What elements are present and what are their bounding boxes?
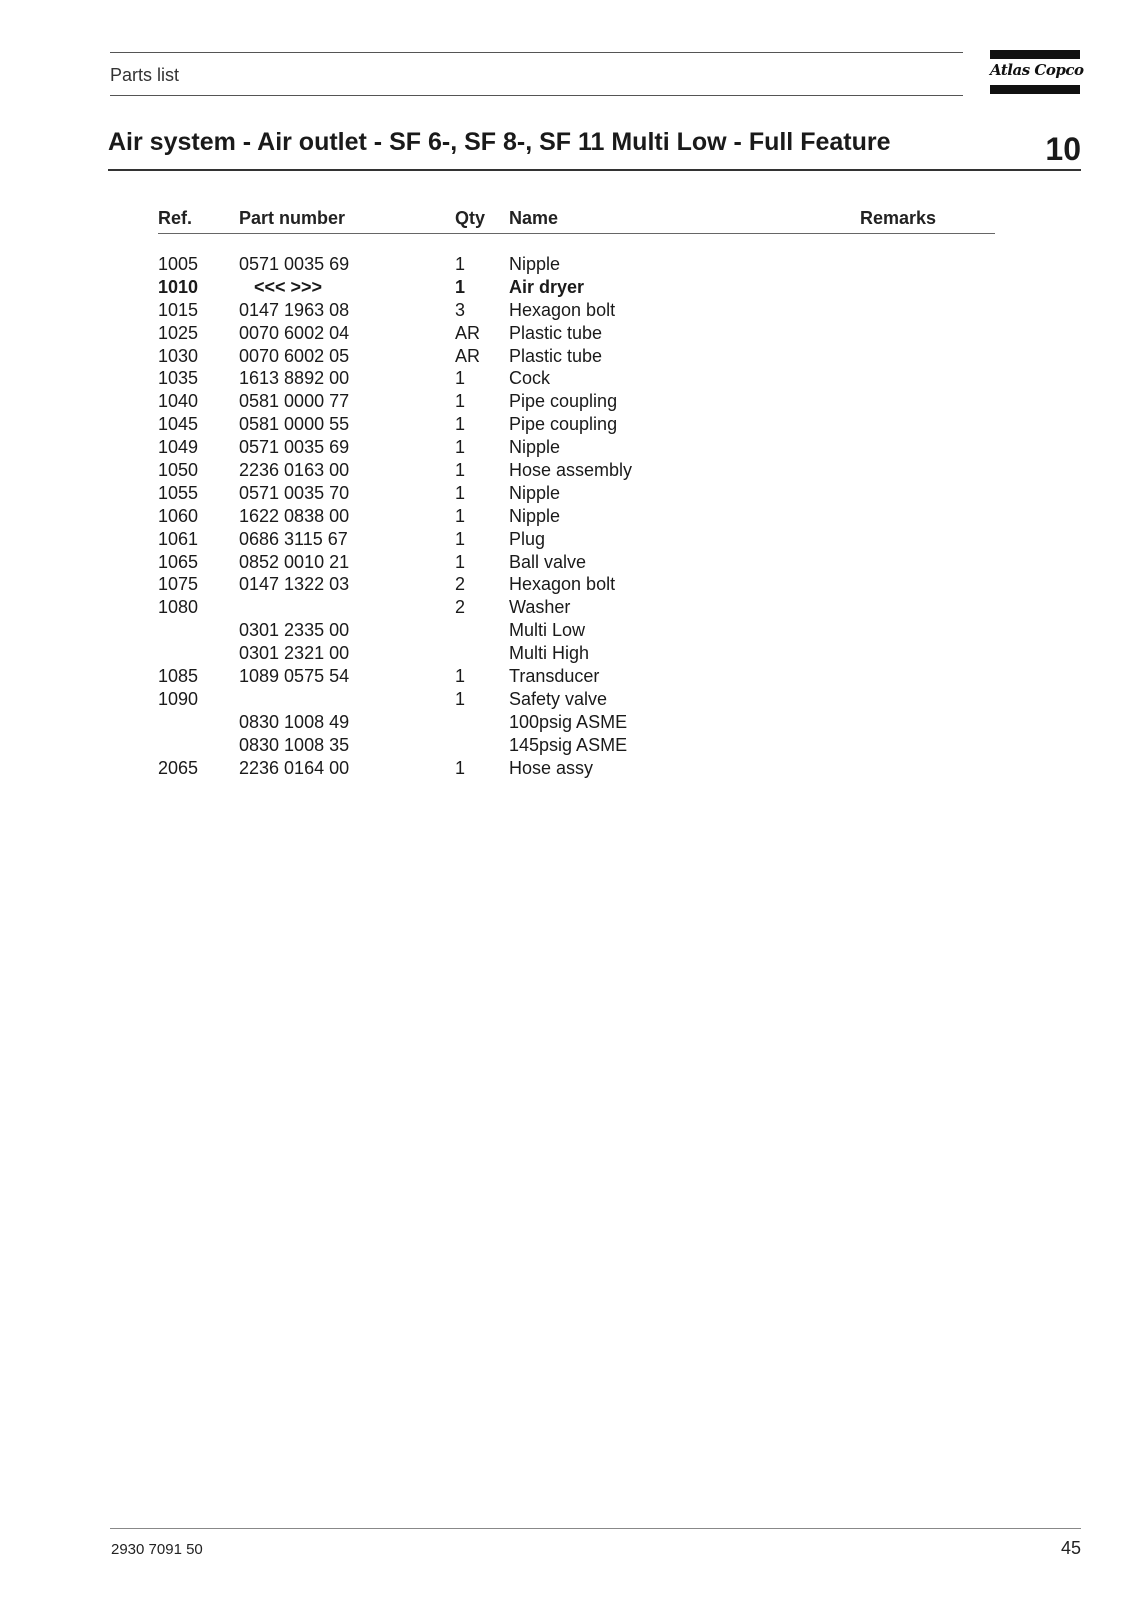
logo-top-bar	[990, 50, 1080, 59]
table-row	[0, 483, 1131, 506]
cell-ref: 1049	[158, 437, 199, 458]
cell-name: Plastic tube	[509, 345, 603, 366]
table-row	[0, 666, 1131, 689]
table-row	[0, 758, 1131, 781]
table-row	[0, 300, 1131, 323]
cell-part-number: 2236 0164 00	[239, 757, 350, 778]
cell-part-number: 0301 2335 00	[239, 620, 350, 641]
cell-part-number: <<< >>>	[254, 276, 323, 297]
cell-part-number: 0581 0000 77	[239, 391, 350, 412]
cell-qty: 1	[455, 505, 466, 526]
table-row	[0, 414, 1131, 437]
cell-ref: 1050	[158, 460, 199, 481]
cell-name: Plastic tube	[509, 322, 603, 343]
cell-part-number: 0147 1322 03	[239, 574, 350, 595]
table-row	[0, 460, 1131, 483]
header-top-rule	[110, 52, 963, 53]
cell-ref: 1055	[158, 482, 199, 503]
cell-ref: 1010	[158, 276, 199, 297]
cell-ref: 1005	[158, 254, 199, 274]
table-row	[0, 368, 1131, 391]
cell-part-number: 0070 6002 04	[239, 322, 350, 343]
cell-qty: 1	[455, 414, 466, 435]
cell-part-number: 1622 0838 00	[239, 505, 350, 526]
cell-name: 100psig ASME	[509, 711, 628, 732]
cell-ref: 1080	[158, 597, 199, 618]
cell-name: Multi Low	[509, 620, 586, 641]
cell-ref: 1040	[158, 391, 199, 412]
table-row	[0, 643, 1131, 666]
table-row	[0, 391, 1131, 414]
cell-part-number: 2236 0163 00	[239, 460, 350, 481]
cell-part-number: 0830 1008 35	[239, 734, 350, 755]
cell-ref: 1085	[158, 666, 199, 687]
cell-part-number: 1089 0575 54	[239, 666, 350, 687]
cell-name: Hose assembly	[509, 460, 633, 481]
cell-name: Plug	[509, 528, 546, 549]
table-row	[0, 506, 1131, 529]
cell-qty: 1	[455, 276, 466, 297]
table-row	[0, 620, 1131, 643]
title-rule	[108, 169, 1081, 171]
cell-name: Air dryer	[509, 276, 585, 297]
cell-qty: 1	[455, 254, 466, 274]
cell-name: Hexagon bolt	[509, 299, 616, 320]
cell-part-number: 0571 0035 69	[239, 437, 350, 458]
cell-name: Multi High	[509, 643, 590, 664]
cell-part-number: 0301 2321 00	[239, 643, 350, 664]
cell-qty: 1	[455, 551, 466, 572]
cell-qty: 2	[455, 597, 466, 618]
cell-qty: 2	[455, 574, 466, 595]
footer-rule	[110, 1528, 1081, 1529]
cell-ref: 1045	[158, 414, 199, 435]
cell-name: Hose assy	[509, 757, 594, 778]
cell-qty: 1	[455, 757, 466, 778]
cell-qty: AR	[455, 345, 481, 366]
cell-name: Nipple	[509, 482, 561, 503]
table-row	[0, 597, 1131, 620]
atlas-copco-logo	[990, 50, 1084, 94]
logo-bottom-bar	[990, 85, 1080, 94]
page-number: 45	[1060, 1538, 1081, 1558]
column-header-ref: Ref.	[158, 208, 193, 228]
cell-ref: 1061	[158, 528, 199, 549]
cell-name: Pipe coupling	[509, 391, 618, 412]
table-row	[0, 529, 1131, 552]
cell-name: Nipple	[509, 254, 561, 274]
cell-qty: 1	[455, 391, 466, 412]
cell-part-number: 1613 8892 00	[239, 368, 350, 389]
table-row	[0, 254, 1131, 277]
table-row	[0, 735, 1131, 758]
cell-part-number: 0070 6002 05	[239, 345, 350, 366]
cell-name: Nipple	[509, 437, 561, 458]
header-label: Parts list	[110, 65, 180, 85]
cell-qty: 1	[455, 368, 466, 389]
table-row	[0, 712, 1131, 735]
cell-qty: 3	[455, 299, 466, 320]
column-header-part-number: Part number	[239, 208, 346, 228]
cell-ref: 1060	[158, 505, 199, 526]
logo-text: Atlas Copco	[990, 61, 1084, 79]
table-row	[0, 277, 1131, 300]
table-row	[0, 574, 1131, 597]
cell-ref: 1015	[158, 299, 199, 320]
cell-part-number: 0571 0035 70	[239, 482, 350, 503]
cell-ref: 1025	[158, 322, 199, 343]
header-bottom-rule	[110, 95, 963, 96]
table-row	[0, 552, 1131, 575]
cell-ref: 2065	[158, 757, 199, 778]
cell-qty: 1	[455, 482, 466, 503]
cell-name: Transducer	[509, 666, 600, 687]
document-code: 2930 7091 50	[111, 1541, 203, 1558]
cell-ref: 1090	[158, 688, 199, 709]
cell-name: Washer	[509, 597, 571, 618]
cell-qty: 1	[455, 666, 466, 687]
column-header-remarks: Remarks	[860, 208, 937, 228]
cell-ref: 1030	[158, 345, 199, 366]
cell-name: Safety valve	[509, 688, 608, 709]
table-row	[0, 689, 1131, 712]
cell-name: Pipe coupling	[509, 414, 618, 435]
cell-part-number: 0686 3115 67	[239, 528, 348, 549]
cell-name: Nipple	[509, 505, 561, 526]
cell-name: Hexagon bolt	[509, 574, 616, 595]
cell-ref: 1035	[158, 368, 199, 389]
cell-part-number: 0830 1008 49	[239, 711, 350, 732]
cell-part-number: 0852 0010 21	[239, 551, 350, 572]
section-number: 10	[1045, 131, 1081, 167]
cell-name: Ball valve	[509, 551, 587, 572]
cell-qty: AR	[455, 322, 481, 343]
column-header-name: Name	[509, 208, 559, 228]
page-title: Air system - Air outlet - SF 6-, SF 8-, SF 11 Multi Low - Full Feature	[108, 128, 891, 156]
cell-part-number: 0147 1963 08	[239, 299, 350, 320]
cell-name: 145psig ASME	[509, 734, 628, 755]
cell-qty: 1	[455, 528, 466, 549]
cell-qty: 1	[455, 460, 466, 481]
cell-ref: 1075	[158, 574, 199, 595]
column-header-qty: Qty	[455, 208, 486, 228]
table-row	[0, 346, 1131, 369]
cell-qty: 1	[455, 437, 466, 458]
cell-part-number: 0571 0035 69	[239, 254, 350, 274]
cell-ref: 1065	[158, 551, 199, 572]
cell-name: Cock	[509, 368, 551, 389]
table-row	[0, 437, 1131, 460]
parts-table-body	[0, 254, 1131, 780]
cell-part-number: 0581 0000 55	[239, 414, 350, 435]
table-row	[0, 323, 1131, 346]
cell-qty: 1	[455, 688, 466, 709]
table-header-rule	[158, 233, 995, 234]
